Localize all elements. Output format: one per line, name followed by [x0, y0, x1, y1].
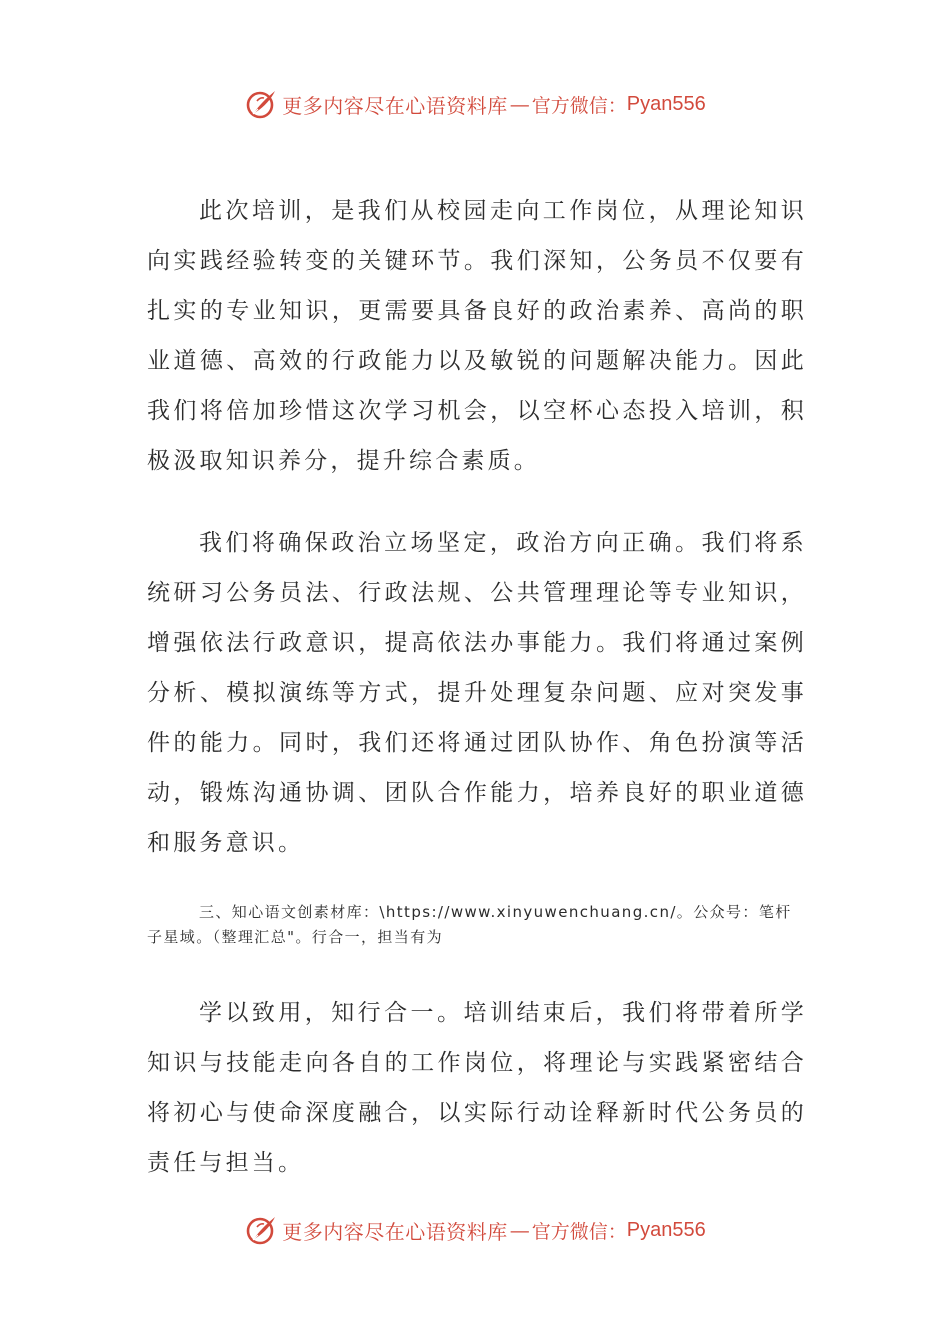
quill-pen-circle-icon	[244, 1213, 278, 1247]
footer-banner	[0, 1210, 950, 1250]
source-note: 三、知心语文创素材库：\https://www.xinyuwenchuang.cn/。公众号：笔杆子星域。（整理汇总"。行合一，担当有为	[147, 903, 792, 946]
banner-brand-text: 更多内容尽在心语资料库	[282, 93, 508, 118]
banner-wechat-id: Pyan556	[626, 92, 706, 115]
banner-wechat-id: Pyan556	[626, 1218, 706, 1241]
banner-brand-text: 更多内容尽在心语资料库	[282, 1219, 508, 1244]
paragraph-2: 我们将确保政治立场坚定，政治方向正确。我们将系统研习公务员法、行政法规、公共管理理论等专业知识，增强依法行政意识，提高依法办事能力。我们将通过案例分析、模拟演练等方式，提升处理复杂问题、应对突发事件的能力。同时，我们还将通过团队协作、角色扮演等活动，锻炼沟通协调、团队合作能力，培养良好的职业道德和服务意识。	[147, 530, 807, 856]
banner-separator: —	[509, 92, 530, 116]
header-banner	[0, 84, 950, 124]
paragraph-3: 学以致用，知行合一。培训结束后，我们将带着所学知识与技能走向各自的工作岗位，将理论与实践紧密结合将初心与使命深度融合，以实际行动诠释新时代公务员的责任与担当。	[147, 1000, 807, 1176]
banner-wechat-label: 官方微信：	[531, 94, 627, 117]
paragraph-1: 此次培训，是我们从校园走向工作岗位，从理论知识向实践经验转变的关键环节。我们深知，公务员不仅要有扎实的专业知识，更需要具备良好的政治素养、高尚的职业道德、高效的行政能力以及敏锐的问题解决能力。因此我们将倍加珍惜这次学习机会，以空杯心态投入培训，积极汲取知识养分，提升综合素质。	[147, 198, 807, 474]
banner-wechat-label: 官方微信：	[531, 1220, 627, 1243]
banner-separator: —	[509, 1218, 530, 1242]
quill-pen-circle-icon	[244, 87, 278, 121]
